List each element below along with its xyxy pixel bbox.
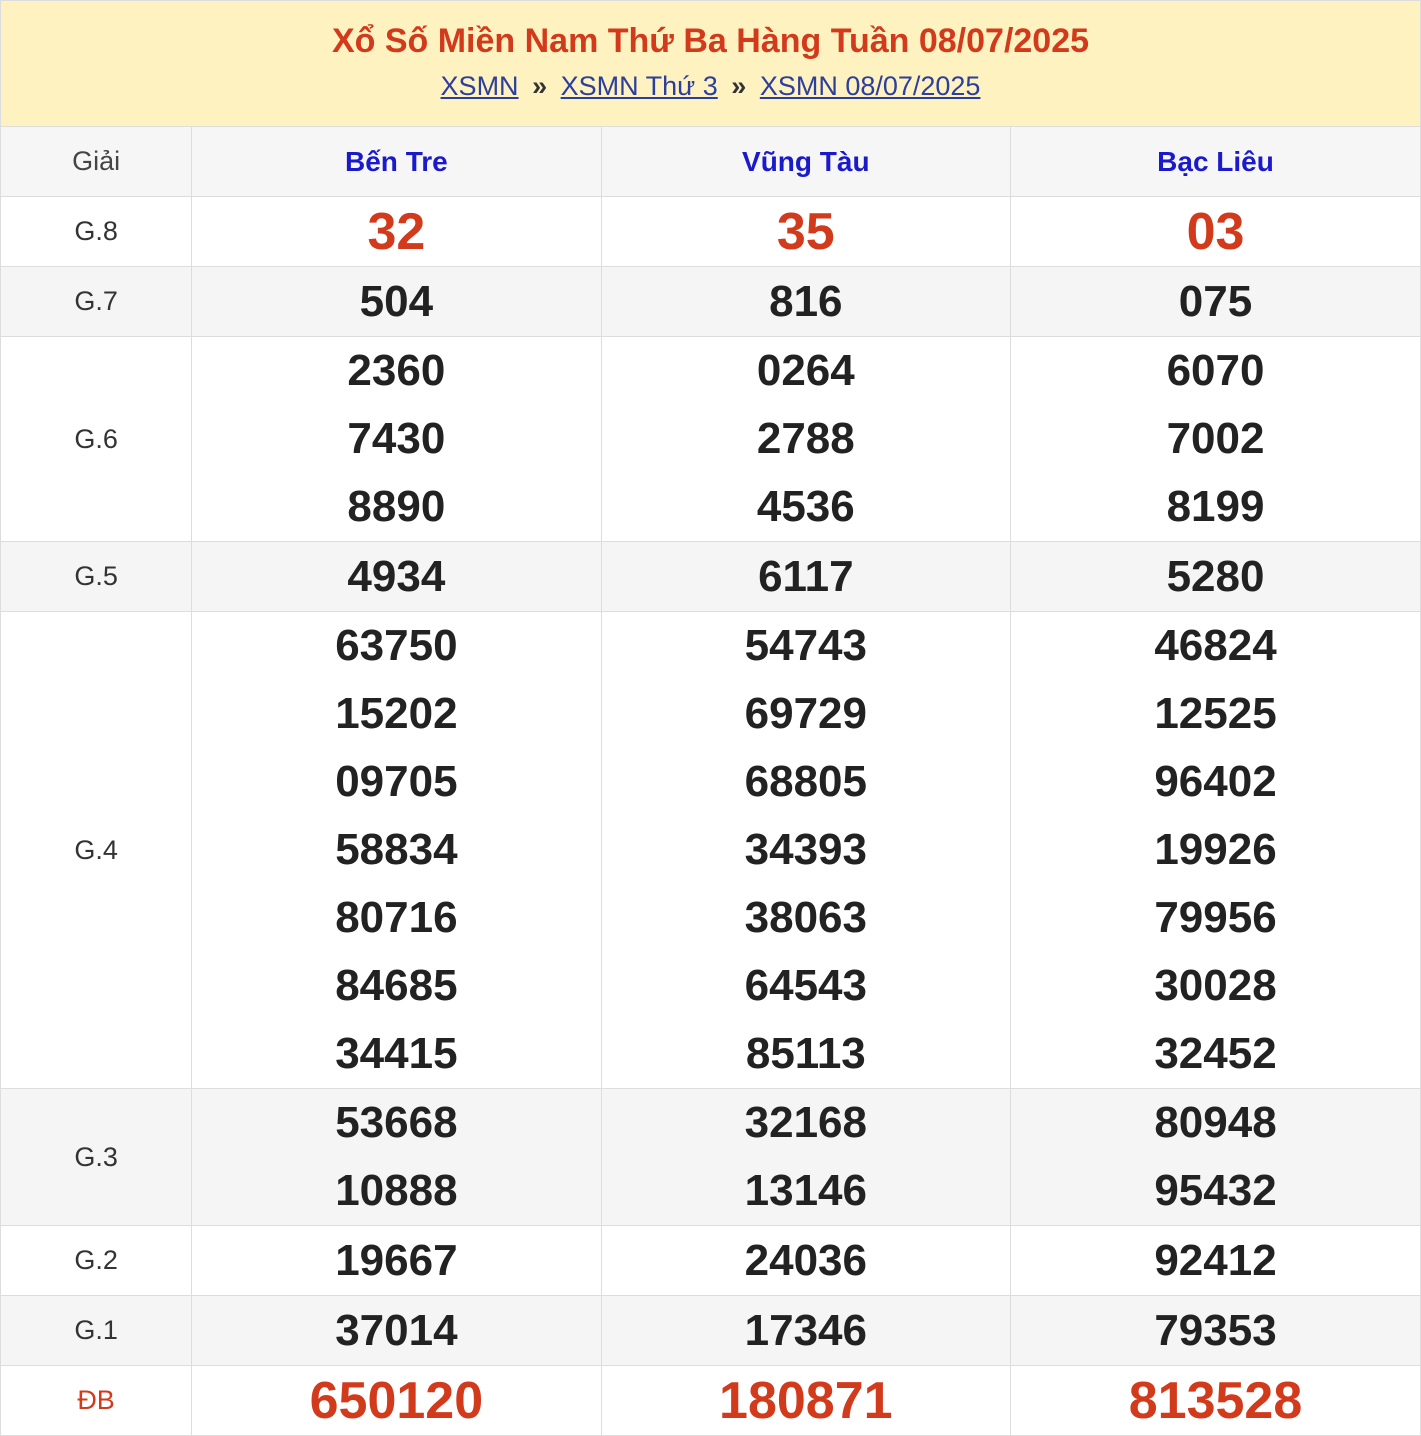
result-number: 10888 (335, 1166, 458, 1215)
result-number: 2788 (756, 414, 855, 463)
prize-label: ĐB (1, 1366, 192, 1436)
result-number: 075 (1178, 276, 1253, 326)
result-number: 13146 (744, 1166, 867, 1215)
prize-label: G.8 (1, 197, 192, 267)
result-number: 24036 (744, 1235, 867, 1285)
prize-label: G.2 (1, 1226, 192, 1296)
result-number: 85113 (745, 1029, 866, 1078)
result-cell (1011, 612, 1420, 1089)
result-number: 69729 (744, 689, 867, 738)
result-number: 80948 (1154, 1098, 1277, 1147)
result-cell (192, 1226, 601, 1296)
province-header-bac-lieu: Bạc Liêu (1011, 127, 1420, 197)
table-row (1, 337, 1420, 542)
table-header-row (1, 127, 1420, 197)
breadcrumb-link-xsmn-thu-3[interactable]: XSMN Thứ 3 (560, 71, 718, 101)
result-number: 32168 (744, 1098, 867, 1147)
table-row (1, 542, 1420, 612)
result-cell (601, 337, 1010, 542)
result-cell (601, 542, 1010, 612)
result-number: 180871 (719, 1371, 893, 1430)
result-number: 30028 (1154, 961, 1277, 1010)
result-number: 95432 (1154, 1166, 1277, 1215)
table-row (1, 1366, 1420, 1436)
result-number: 38063 (744, 893, 867, 942)
table-row (1, 1296, 1420, 1366)
result-cell (601, 1296, 1010, 1366)
result-cell (1011, 1366, 1420, 1436)
result-number: 813528 (1128, 1371, 1303, 1430)
result-cell (192, 337, 601, 542)
result-cell (192, 1089, 601, 1226)
prize-label: G.4 (1, 612, 192, 1089)
result-cell (601, 1366, 1010, 1436)
breadcrumb-separator: » (731, 71, 747, 101)
result-number: 03 (1186, 202, 1245, 261)
result-cell (601, 267, 1010, 337)
prize-label: G.6 (1, 337, 192, 542)
breadcrumb-link-xsmn[interactable]: XSMN (440, 71, 519, 101)
result-cell (192, 197, 601, 267)
result-cell (192, 542, 601, 612)
result-cell (192, 1296, 601, 1366)
result-number: 96402 (1154, 757, 1277, 806)
prize-column-header: Giải (1, 127, 192, 197)
result-cell (192, 267, 601, 337)
result-number: 68805 (744, 757, 867, 806)
result-number: 8890 (347, 482, 446, 531)
result-cell (601, 1089, 1010, 1226)
result-number: 63750 (335, 621, 458, 670)
result-number: 80716 (335, 893, 458, 942)
result-number: 7002 (1166, 414, 1265, 463)
result-number: 0264 (756, 346, 855, 395)
result-number: 84685 (335, 961, 458, 1010)
result-number: 46824 (1154, 621, 1277, 670)
result-cell (1011, 337, 1420, 542)
result-number: 17346 (744, 1305, 867, 1355)
result-cell (1011, 1226, 1420, 1296)
result-number: 64543 (744, 961, 867, 1010)
province-header-ben-tre: Bến Tre (192, 127, 601, 197)
result-cell (1011, 197, 1420, 267)
result-number: 15202 (335, 689, 458, 738)
result-number: 54743 (744, 621, 867, 670)
page-title: Xổ Số Miền Nam Thứ Ba Hàng Tuần 08/07/2025 (331, 22, 1090, 60)
results-table (1, 127, 1420, 1436)
results-header (1, 1, 1420, 127)
result-cell (1011, 542, 1420, 612)
breadcrumb-link-xsmn-date[interactable]: XSMN 08/07/2025 (759, 71, 981, 101)
result-number: 504 (359, 276, 434, 326)
table-row (1, 1226, 1420, 1296)
prize-label: G.3 (1, 1089, 192, 1226)
breadcrumb-separator: » (532, 71, 548, 101)
prize-label: G.1 (1, 1296, 192, 1366)
result-number: 37014 (335, 1305, 458, 1355)
result-cell (601, 197, 1010, 267)
result-number: 19926 (1154, 825, 1277, 874)
result-number: 12525 (1154, 689, 1277, 738)
result-number: 5280 (1166, 551, 1265, 601)
prize-label: G.5 (1, 542, 192, 612)
result-number: 19667 (335, 1235, 458, 1285)
result-number: 35 (776, 202, 835, 261)
result-number: 34415 (335, 1029, 458, 1078)
result-cell (192, 612, 601, 1089)
result-number: 4536 (756, 482, 855, 531)
table-row (1, 612, 1420, 1089)
table-row (1, 197, 1420, 267)
table-row (1, 1089, 1420, 1226)
result-number: 92412 (1154, 1235, 1277, 1285)
breadcrumb (1, 69, 1420, 103)
result-number: 09705 (335, 757, 458, 806)
result-cell (601, 612, 1010, 1089)
province-header-vung-tau: Vũng Tàu (601, 127, 1010, 197)
prize-label: G.7 (1, 267, 192, 337)
result-cell (1011, 267, 1420, 337)
result-number: 53668 (335, 1098, 458, 1147)
result-number: 7430 (347, 414, 446, 463)
result-number: 34393 (744, 825, 867, 874)
result-cell (1011, 1089, 1420, 1226)
result-cell (1011, 1296, 1420, 1366)
result-cell (601, 1226, 1010, 1296)
result-cell (192, 1366, 601, 1436)
result-number: 58834 (335, 825, 458, 874)
result-number: 650120 (309, 1371, 484, 1430)
result-number: 816 (769, 276, 843, 326)
result-number: 79956 (1154, 893, 1277, 942)
result-number: 79353 (1154, 1305, 1277, 1355)
result-number: 8199 (1166, 482, 1265, 531)
result-number: 32452 (1154, 1029, 1277, 1078)
result-number: 6070 (1166, 346, 1265, 395)
result-number: 32 (367, 202, 426, 261)
table-row (1, 267, 1420, 337)
result-number: 6117 (758, 551, 854, 601)
result-number: 2360 (347, 346, 446, 395)
result-number: 4934 (347, 551, 446, 601)
